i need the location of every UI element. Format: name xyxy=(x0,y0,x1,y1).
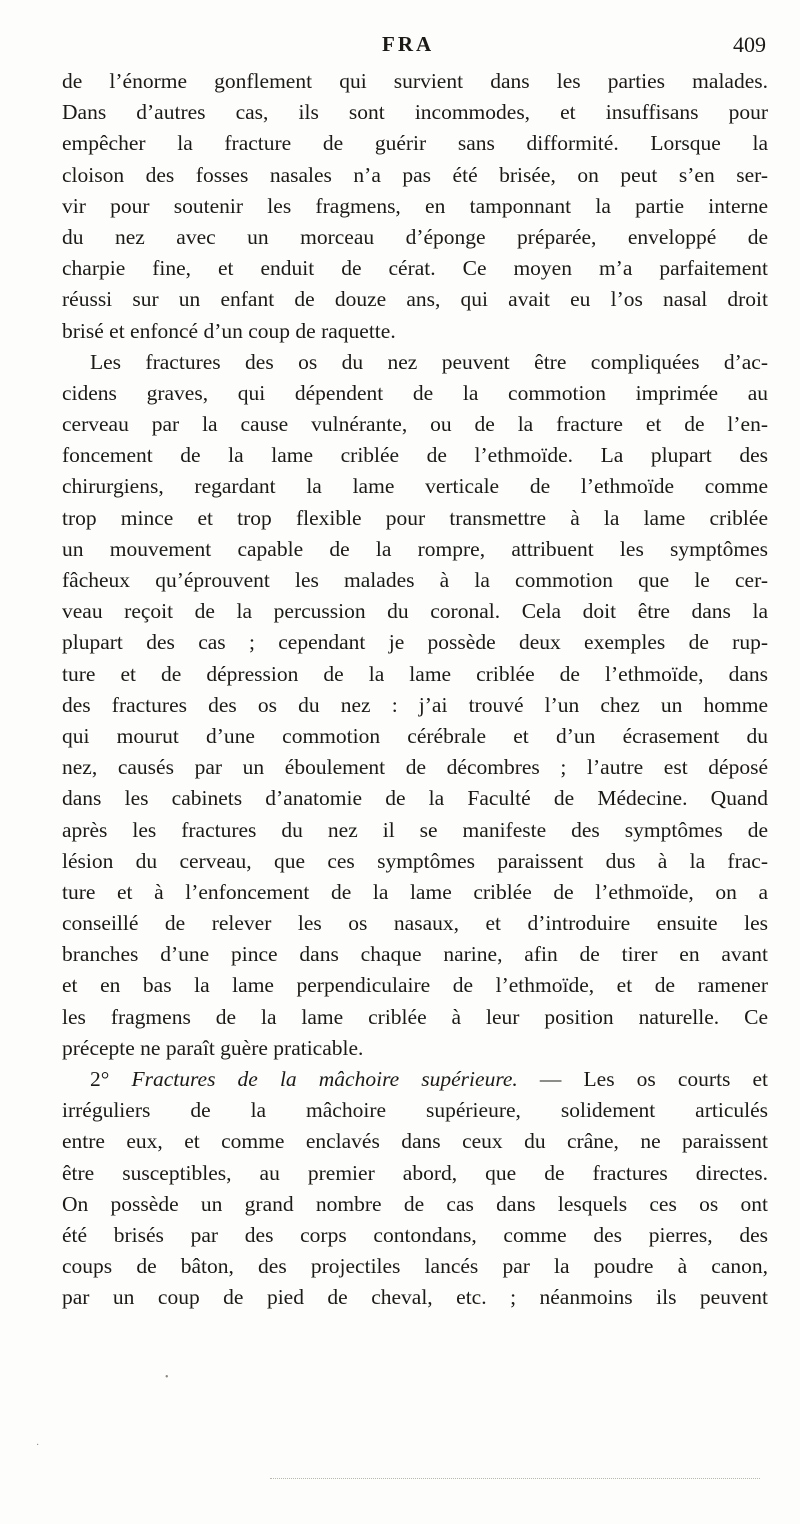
ink-speck: • xyxy=(165,1372,169,1383)
text-line: vir pour soutenir les fragmens, en tamponnant la partie interne xyxy=(62,193,768,218)
text-line: Dans d’autres cas, ils sont incommodes, et insuffisans pour xyxy=(62,100,768,125)
text-line: cerveau par la cause vulnérante, ou de la fracture et de l’en- xyxy=(62,412,768,437)
text-line: précepte ne paraît guère praticable. xyxy=(62,1035,364,1060)
text-line: et en bas la lame perpendiculaire de l’ethmoïde, et de ramener xyxy=(62,973,768,998)
section-number: 2° xyxy=(90,1067,110,1091)
text-line: réussi sur un enfant de douze ans, qui avait eu l’os nasal droit xyxy=(62,287,768,312)
body-text xyxy=(62,66,768,1314)
text-line: un mouvement capable de la rompre, attribuent les symptômes xyxy=(62,536,768,561)
text-line: plupart des cas ; cependant je possède deux exemples de rup- xyxy=(62,630,768,655)
text-line: des fractures des os du nez : j’ai trouvé l’un chez un homme xyxy=(62,692,768,717)
section-first-line-text: — Les os courts et xyxy=(539,1067,768,1091)
ink-speck: · xyxy=(36,1440,40,1451)
text-line: veau reçoit de la percussion du coronal. Cela doit être dans la xyxy=(62,599,768,624)
text-line: dans les cabinets d’anatomie de la Faculté de Médecine. Quand xyxy=(62,786,768,811)
paragraph-start-line: Les fractures des os du nez peuvent être compliquées d’ac- xyxy=(90,349,768,374)
text-line: lésion du cerveau, que ces symptômes paraissent dus à la frac- xyxy=(62,848,768,873)
text-line: été brisés par des corps contondans, comme des pierres, des xyxy=(62,1222,768,1247)
page-number: 409 xyxy=(733,32,766,57)
bleed-through-rule xyxy=(270,1478,760,1480)
text-line: trop mince et trop flexible pour transmettre à la lame criblée xyxy=(62,505,768,530)
text-line: conseillé de relever les os nasaux, et d’introduire ensuite les xyxy=(62,911,768,936)
text-line: de l’énorme gonflement qui survient dans les parties malades. xyxy=(62,69,768,93)
text-line: branches d’une pince dans chaque narine, afin de tirer en avant xyxy=(62,942,768,967)
text-line: du nez avec un morceau d’éponge préparée, enveloppé de xyxy=(62,224,768,249)
text-line: être susceptibles, au premier abord, que de fractures directes. xyxy=(62,1160,768,1185)
text-line: fâcheux qu’éprouvent les malades à la commotion que le cer- xyxy=(62,568,768,592)
text-line: après les fractures du nez il se manifeste des symptômes de xyxy=(62,817,768,842)
text-line: qui mourut d’une commotion cérébrale et d’un écrasement du xyxy=(62,723,768,748)
text-line: cloison des fosses nasales n’a pas été brisée, on peut s’en ser- xyxy=(62,162,768,187)
text-line: charpie fine, et enduit de cérat. Ce moyen m’a parfaitement xyxy=(62,256,768,281)
text-line: On possède un grand nombre de cas dans lesquels ces os ont xyxy=(62,1191,768,1216)
running-head: FRA xyxy=(382,32,435,56)
text-line: entre eux, et comme enclavés dans ceux du crâne, ne paraissent xyxy=(62,1129,768,1154)
section-heading-line xyxy=(62,1064,768,1095)
text-line: foncement de la lame criblée de l’ethmoïde. La plupart des xyxy=(62,443,768,468)
text-line: coups de bâton, des projectiles lancés par la poudre à canon, xyxy=(62,1254,768,1279)
section-title: Fractures de la mâchoire supérieure. xyxy=(131,1067,518,1091)
text-line: cidens graves, qui dépendent de la commotion imprimée au xyxy=(62,380,768,405)
text-line: les fragmens de la lame criblée à leur position naturelle. Ce xyxy=(62,1004,768,1029)
text-line: ture et à l’enfoncement de la lame criblée de l’ethmoïde, on a xyxy=(62,879,768,904)
text-line: empêcher la fracture de guérir sans difformité. Lorsque la xyxy=(62,131,768,156)
text-line: ture et de dépression de la lame criblée de l’ethmoïde, dans xyxy=(62,661,768,686)
text-line: irréguliers de la mâchoire supérieure, solidement articulés xyxy=(62,1098,768,1123)
text-line: brisé et enfoncé d’un coup de raquette. xyxy=(62,318,396,343)
text-line: chirurgiens, regardant la lame verticale de l’ethmoïde comme xyxy=(62,474,768,499)
text-line: par un coup de pied de cheval, etc. ; néanmoins ils peuvent xyxy=(62,1285,768,1310)
text-line: nez, causés par un éboulement de décombres ; l’autre est déposé xyxy=(62,755,768,780)
page-header xyxy=(0,30,800,66)
